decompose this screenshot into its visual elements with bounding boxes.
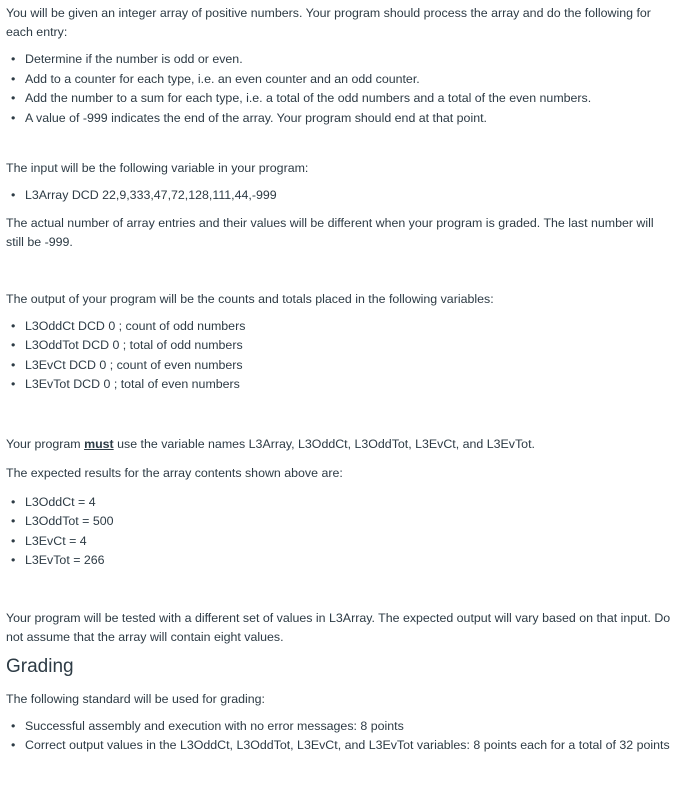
bullet-icon: •: [11, 110, 16, 125]
bullet-icon: •: [11, 91, 16, 105]
list-item: • L3OddCt = 4: [6, 493, 671, 513]
grading-intro-paragraph: The following standard will be used for grading:: [6, 691, 265, 706]
list-item: • L3EvTot = 266: [6, 551, 671, 571]
bullet-icon: •: [11, 553, 16, 567]
list-item: • L3EvCt DCD 0 ; count of even numbers: [6, 356, 671, 376]
list-item: • L3EvCt = 4: [6, 532, 671, 552]
list-item: • L3OddCt DCD 0 ; count of odd numbers: [6, 317, 671, 337]
grading-list: [6, 717, 671, 756]
bullet-icon: •: [11, 533, 16, 548]
bullet-icon: •: [11, 738, 16, 752]
input-list: [6, 186, 671, 206]
bullet-icon: •: [11, 357, 16, 372]
output-variable-list: [6, 317, 671, 395]
bullet-icon: •: [11, 718, 16, 733]
expected-results-list: [6, 493, 671, 571]
list-item: • A value of -999 indicates the end of the array. Your program should end at that point.: [6, 109, 671, 129]
list-item: • L3EvTot DCD 0 ; total of even numbers: [6, 375, 671, 395]
bullet-icon: •: [11, 318, 16, 333]
bullet-icon: •: [11, 377, 16, 391]
list-item: • Correct output values in the L3OddCt, L3OddTot, L3EvCt, and L3EvTot variables: 8 points each for a total of 32 points: [6, 736, 671, 756]
intro-paragraph: You will be given an integer array of positive numbers. Your program should process the array and do the following for each entry:: [6, 6, 651, 39]
bullet-icon: •: [11, 188, 16, 202]
output-intro-paragraph: The output of your program will be the counts and totals placed in the following variables:: [6, 291, 494, 306]
bullet-icon: •: [11, 71, 16, 86]
bullet-icon: •: [11, 52, 16, 66]
list-item: • L3OddTot DCD 0 ; total of odd numbers: [6, 336, 671, 356]
expected-intro-paragraph: The expected results for the array contents shown above are:: [6, 465, 343, 480]
actual-note-paragraph: The actual number of array entries and their values will be different when your program is graded. The last number will still be -999.: [6, 215, 654, 249]
task-list: [6, 50, 671, 128]
list-item: • L3OddTot = 500: [6, 512, 671, 532]
list-item: • Successful assembly and execution with no error messages: 8 points: [6, 717, 671, 737]
list-item: • L3Array DCD 22,9,333,47,72,128,111,44,-999: [6, 186, 671, 206]
bullet-icon: •: [11, 494, 16, 509]
must-emphasis: must: [84, 436, 114, 451]
tested-note-paragraph: Your program will be tested with a different set of values in L3Array. The expected output will vary based on that input. Do not assume that the array will contain eight values.: [6, 610, 671, 644]
list-item: • Add the number to a sum for each type, i.e. a total of the odd numbers and a total of the even numbers.: [6, 89, 671, 109]
grading-heading: Grading: [6, 655, 74, 677]
variable-names-paragraph: Your program must use the variable names L3Array, L3OddCt, L3OddTot, L3EvCt, and L3EvTot.: [6, 436, 535, 451]
list-item: • Add to a counter for each type, i.e. an even counter and an odd counter.: [6, 70, 671, 90]
input-intro-paragraph: The input will be the following variable in your program:: [6, 161, 309, 175]
list-item: • Determine if the number is odd or even.: [6, 50, 671, 70]
bullet-icon: •: [11, 338, 16, 352]
bullet-icon: •: [11, 514, 16, 528]
